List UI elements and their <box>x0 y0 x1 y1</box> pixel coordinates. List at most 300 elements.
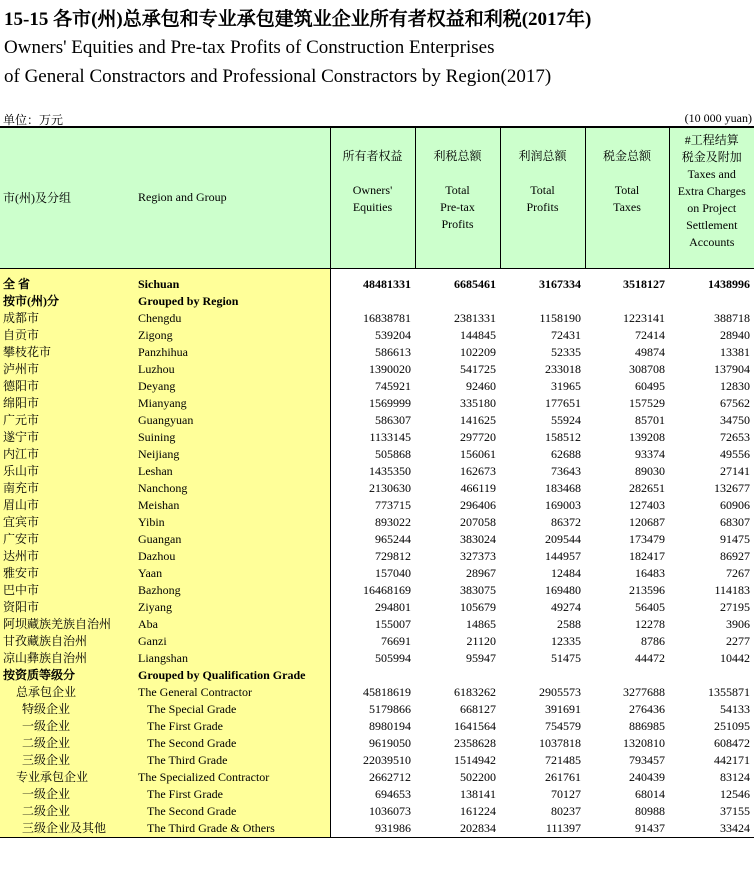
value-cell: 202834 <box>415 820 500 838</box>
value-cell: 1037818 <box>539 736 581 750</box>
header-en-line: Taxes and <box>687 167 736 181</box>
table-row <box>0 344 754 361</box>
table-row <box>0 565 754 582</box>
value-cell: 2662712 <box>369 770 411 784</box>
row-label-chinese: 南充市 <box>0 480 132 497</box>
value-cell: 240439 <box>629 770 665 784</box>
value-cell: 22039510 <box>363 753 411 767</box>
row-label-english: Grouped by Qualification Grade <box>132 667 330 684</box>
value-cell: 276436 <box>629 702 665 716</box>
value-cell: 1641564 <box>454 719 496 733</box>
value-cell: 51475 <box>551 651 581 665</box>
value-cell: 141625 <box>460 413 496 427</box>
header-en-line: Accounts <box>689 235 735 249</box>
value-cell: 70127 <box>551 787 581 801</box>
table-row <box>0 276 754 293</box>
table-row <box>0 650 754 667</box>
value-cell: 6685461 <box>454 277 496 291</box>
value-cell: 34750 <box>720 413 750 427</box>
value-cell: 308708 <box>629 362 665 376</box>
value-cell: 55924 <box>551 413 581 427</box>
spacer-cell <box>330 268 415 276</box>
row-label-chinese: 按资质等级分 <box>0 667 132 684</box>
value-cell: 442171 <box>714 753 750 767</box>
statistics-table <box>0 126 754 838</box>
row-label-chinese: 专业承包企业 <box>0 769 132 786</box>
row-label-chinese: 甘孜藏族自治州 <box>0 633 132 650</box>
row-label-chinese: 雅安市 <box>0 565 132 582</box>
row-label-chinese: 广元市 <box>0 412 132 429</box>
header-cn: 利润总额 <box>518 149 567 163</box>
value-cell: 52335 <box>551 345 581 359</box>
value-cell: 182417 <box>629 549 665 563</box>
value-cell: 60495 <box>635 379 665 393</box>
value-cell: 297720 <box>460 430 496 444</box>
value-cell: 391691 <box>545 702 581 716</box>
row-label-chinese: 一级企业 <box>0 786 132 803</box>
value-cell: 120687 <box>629 515 665 529</box>
value-cell: 3167334 <box>539 277 581 291</box>
value-cell: 729812 <box>375 549 411 563</box>
value-cell: 2130630 <box>369 481 411 495</box>
value-cell: 137904 <box>714 362 750 376</box>
row-label-chinese: 自贡市 <box>0 327 132 344</box>
value-cell: 1569999 <box>369 396 411 410</box>
header-en-line: Settlement <box>686 218 738 232</box>
table-row <box>0 412 754 429</box>
value-cell: 13381 <box>720 345 750 359</box>
value-cell: 132677 <box>714 481 750 495</box>
table-row <box>0 497 754 514</box>
value-cell: 931986 <box>330 820 415 838</box>
row-label-chinese: 全 省 <box>0 276 132 293</box>
value-cell: 502200 <box>460 770 496 784</box>
value-cell: 86927 <box>720 549 750 563</box>
value-cell: 91475 <box>720 532 750 546</box>
value-cell: 157040 <box>375 566 411 580</box>
value-cell: 27195 <box>720 600 750 614</box>
row-label-chinese: 二级企业 <box>0 735 132 752</box>
table-row <box>0 684 754 701</box>
row-label-chinese: 一级企业 <box>0 718 132 735</box>
title-english-line1: Owners' Equities and Pre-tax Profits of Construction Enterprises <box>4 37 495 58</box>
table-row <box>0 752 754 769</box>
table-row <box>0 446 754 463</box>
value-cell: 73643 <box>551 464 581 478</box>
value-cell: 16468169 <box>363 583 411 597</box>
spacer-cell <box>415 268 500 276</box>
value-cell: 56405 <box>635 600 665 614</box>
row-label-chinese: 三级企业 <box>0 752 132 769</box>
header-total-pretax-profits <box>415 127 500 268</box>
value-cell: 76691 <box>381 634 411 648</box>
value-cell <box>415 667 500 684</box>
value-cell: 156061 <box>460 447 496 461</box>
value-cell <box>415 293 500 310</box>
value-cell: 773715 <box>375 498 411 512</box>
header-total-taxes <box>585 127 669 268</box>
row-label-english: Ziyang <box>132 599 330 616</box>
spacer-cell <box>500 268 585 276</box>
table-row <box>0 395 754 412</box>
table-row <box>0 463 754 480</box>
header-cn-line: 税金及附加 <box>681 150 742 164</box>
value-cell: 33424 <box>669 820 754 838</box>
value-cell: 27141 <box>720 464 750 478</box>
row-label-chinese: 绵阳市 <box>0 395 132 412</box>
value-cell: 886985 <box>629 719 665 733</box>
row-label-english: Deyang <box>132 378 330 395</box>
value-cell: 1223141 <box>623 311 665 325</box>
value-cell: 102209 <box>460 345 496 359</box>
header-cn: 利税总额 <box>433 149 482 163</box>
row-label-english: Grouped by Region <box>132 293 330 310</box>
row-label-chinese: 按市(州)分 <box>0 293 132 310</box>
value-cell: 505994 <box>375 651 411 665</box>
value-cell: 261761 <box>545 770 581 784</box>
table-row <box>0 803 754 820</box>
value-cell: 54133 <box>720 702 750 716</box>
value-cell: 213596 <box>629 583 665 597</box>
header-en-line: Equities <box>352 200 393 214</box>
header-cn: 税金总额 <box>602 149 651 163</box>
row-label-english: Guangan <box>132 531 330 548</box>
value-cell: 3277688 <box>623 685 665 699</box>
value-cell: 1036073 <box>369 804 411 818</box>
header-cn <box>670 128 755 166</box>
value-cell <box>585 667 669 684</box>
row-label-chinese: 巴中市 <box>0 582 132 599</box>
row-label-english: Leshan <box>132 463 330 480</box>
row-label-english: The Specialized Contractor <box>132 769 330 786</box>
value-cell: 68307 <box>720 515 750 529</box>
value-cell: 1320810 <box>623 736 665 750</box>
row-label-english: Chengdu <box>132 310 330 327</box>
value-cell: 173479 <box>629 532 665 546</box>
header-owners-equities <box>330 127 415 268</box>
value-cell: 157529 <box>629 396 665 410</box>
value-cell: 37155 <box>720 804 750 818</box>
row-label-chinese: 凉山彝族自治州 <box>0 650 132 667</box>
value-cell: 114183 <box>714 583 750 597</box>
header-label-chinese: 市(州)及分组 <box>0 127 132 268</box>
value-cell: 67562 <box>720 396 750 410</box>
value-cell: 8980194 <box>369 719 411 733</box>
value-cell: 28967 <box>466 566 496 580</box>
value-cell: 169480 <box>545 583 581 597</box>
value-cell: 169003 <box>545 498 581 512</box>
value-cell: 207058 <box>460 515 496 529</box>
header-en-line: Extra Charges <box>677 184 746 198</box>
value-cell: 161224 <box>460 804 496 818</box>
value-cell: 138141 <box>460 787 496 801</box>
row-label-chinese: 成都市 <box>0 310 132 327</box>
value-cell: 80237 <box>551 804 581 818</box>
header-en-line: Total <box>530 183 555 197</box>
row-label-english: Ganzi <box>132 633 330 650</box>
value-cell: 294801 <box>375 600 411 614</box>
value-cell: 1355871 <box>708 685 750 699</box>
table-row <box>0 310 754 327</box>
value-cell: 158512 <box>545 430 581 444</box>
value-cell: 12546 <box>720 787 750 801</box>
row-label-chinese: 泸州市 <box>0 361 132 378</box>
value-cell: 16838781 <box>363 311 411 325</box>
value-cell: 12278 <box>635 617 665 631</box>
value-cell: 95947 <box>466 651 496 665</box>
value-cell: 60906 <box>720 498 750 512</box>
value-cell: 586307 <box>375 413 411 427</box>
table-row <box>0 820 754 838</box>
table-row <box>0 548 754 565</box>
unit-label-chinese: 单位：万元 <box>3 113 64 127</box>
header-en-line: Profits <box>526 200 559 214</box>
value-cell: 139208 <box>629 430 665 444</box>
header-en <box>331 182 415 216</box>
header-en-line: on Project <box>687 201 737 215</box>
value-cell: 92460 <box>466 379 496 393</box>
table-row <box>0 293 754 310</box>
value-cell: 2277 <box>726 634 750 648</box>
value-cell: 1133145 <box>369 430 411 444</box>
value-cell: 282651 <box>629 481 665 495</box>
value-cell <box>669 293 754 310</box>
value-cell: 327373 <box>460 549 496 563</box>
row-label-english: Liangshan <box>132 650 330 667</box>
row-label-english: Luzhou <box>132 361 330 378</box>
value-cell: 383075 <box>460 583 496 597</box>
value-cell: 6183262 <box>454 685 496 699</box>
value-cell: 48481331 <box>363 277 411 291</box>
value-cell <box>500 667 585 684</box>
value-cell: 1390020 <box>369 362 411 376</box>
value-cell: 72414 <box>635 328 665 342</box>
table-body <box>0 268 754 838</box>
value-cell: 83124 <box>720 770 750 784</box>
value-cell: 1158190 <box>539 311 581 325</box>
table-row <box>0 599 754 616</box>
value-cell: 668127 <box>460 702 496 716</box>
value-cell: 49274 <box>551 600 581 614</box>
value-cell: 754579 <box>545 719 581 733</box>
value-cell: 31965 <box>551 379 581 393</box>
row-label-english: Nanchong <box>132 480 330 497</box>
header-project-settlement-taxes <box>669 127 754 268</box>
table-row <box>0 378 754 395</box>
value-cell: 721485 <box>545 753 581 767</box>
value-cell: 388718 <box>714 311 750 325</box>
header-label-english: Region and Group <box>132 127 330 268</box>
value-cell: 209544 <box>545 532 581 546</box>
table-row <box>0 480 754 497</box>
value-cell: 2588 <box>557 617 581 631</box>
spacer-cell <box>669 268 754 276</box>
value-cell <box>330 667 415 684</box>
table-row <box>0 582 754 599</box>
value-cell: 162673 <box>460 464 496 478</box>
value-cell: 793457 <box>629 753 665 767</box>
value-cell: 893022 <box>375 515 411 529</box>
header-cn: 所有者权益 <box>342 149 403 163</box>
table-row <box>0 718 754 735</box>
value-cell: 62688 <box>551 447 581 461</box>
row-label-chinese: 广安市 <box>0 531 132 548</box>
spacer-cell <box>132 268 330 276</box>
value-cell <box>585 293 669 310</box>
value-cell: 93374 <box>635 447 665 461</box>
row-label-chinese: 三级企业及其他 <box>0 820 132 838</box>
row-label-english: Mianyang <box>132 395 330 412</box>
table-row <box>0 361 754 378</box>
value-cell: 49874 <box>635 345 665 359</box>
value-cell <box>669 667 754 684</box>
value-cell: 177651 <box>545 396 581 410</box>
row-label-chinese: 内江市 <box>0 446 132 463</box>
value-cell: 80988 <box>635 804 665 818</box>
row-label-chinese: 眉山市 <box>0 497 132 514</box>
row-label-english: The Third Grade & Others <box>132 820 330 838</box>
row-label-chinese: 宜宾市 <box>0 514 132 531</box>
header-en-line: Total <box>445 183 470 197</box>
header-en <box>416 182 500 233</box>
row-label-english: The Second Grade <box>132 735 330 752</box>
value-cell: 68014 <box>635 787 665 801</box>
table-row <box>0 616 754 633</box>
value-cell: 72653 <box>720 430 750 444</box>
header-row <box>0 127 754 268</box>
value-cell: 14865 <box>466 617 496 631</box>
row-label-english: The Special Grade <box>132 701 330 718</box>
header-total-profits <box>500 127 585 268</box>
row-label-chinese: 德阳市 <box>0 378 132 395</box>
value-cell: 335180 <box>460 396 496 410</box>
row-label-chinese: 阿坝藏族羌族自治州 <box>0 616 132 633</box>
spacer-cell <box>0 268 132 276</box>
row-label-chinese: 特级企业 <box>0 701 132 718</box>
unit-label-english: (10 000 yuan) <box>684 111 752 125</box>
row-label-chinese: 遂宁市 <box>0 429 132 446</box>
value-cell: 16483 <box>635 566 665 580</box>
value-cell: 2905573 <box>539 685 581 699</box>
value-cell: 466119 <box>460 481 496 495</box>
value-cell: 12484 <box>551 566 581 580</box>
row-label-english: The First Grade <box>132 786 330 803</box>
value-cell: 2358628 <box>454 736 496 750</box>
table-row <box>0 327 754 344</box>
value-cell: 505868 <box>375 447 411 461</box>
header-cn-line: #工程结算 <box>684 133 739 147</box>
table-row <box>0 667 754 684</box>
row-label-chinese: 二级企业 <box>0 803 132 820</box>
row-label-english: Neijiang <box>132 446 330 463</box>
table-row <box>0 701 754 718</box>
row-label-english: Yaan <box>132 565 330 582</box>
row-label-english: The First Grade <box>132 718 330 735</box>
value-cell: 85701 <box>635 413 665 427</box>
value-cell: 21120 <box>466 634 496 648</box>
value-cell: 2381331 <box>454 311 496 325</box>
row-label-english: Yibin <box>132 514 330 531</box>
table-row <box>0 735 754 752</box>
value-cell: 965244 <box>375 532 411 546</box>
spacer-row <box>0 268 754 276</box>
value-cell: 1438996 <box>708 277 750 291</box>
value-cell: 539204 <box>375 328 411 342</box>
value-cell: 144845 <box>460 328 496 342</box>
value-cell: 251095 <box>714 719 750 733</box>
table-row <box>0 769 754 786</box>
value-cell: 72431 <box>551 328 581 342</box>
value-cell: 44472 <box>635 651 665 665</box>
table-row <box>0 531 754 548</box>
header-en <box>586 182 669 216</box>
row-label-english: Dazhou <box>132 548 330 565</box>
row-label-english: Zigong <box>132 327 330 344</box>
value-cell: 1514942 <box>454 753 496 767</box>
row-label-english: Guangyuan <box>132 412 330 429</box>
value-cell: 127403 <box>629 498 665 512</box>
value-cell: 3906 <box>726 617 750 631</box>
value-cell: 233018 <box>545 362 581 376</box>
title-chinese: 15-15 各市(州)总承包和专业承包建筑业企业所有者权益和利税(2017年) <box>4 9 592 30</box>
value-cell: 383024 <box>460 532 496 546</box>
value-cell: 3518127 <box>623 277 665 291</box>
row-label-chinese: 资阳市 <box>0 599 132 616</box>
value-cell: 541725 <box>460 362 496 376</box>
table-row <box>0 786 754 803</box>
value-cell: 12830 <box>720 379 750 393</box>
value-cell: 91437 <box>585 820 669 838</box>
value-cell: 89030 <box>635 464 665 478</box>
value-cell: 86372 <box>551 515 581 529</box>
value-cell: 745921 <box>375 379 411 393</box>
value-cell: 183468 <box>545 481 581 495</box>
table-row <box>0 514 754 531</box>
value-cell: 49556 <box>720 447 750 461</box>
table-header <box>0 127 754 268</box>
row-label-english: Suining <box>132 429 330 446</box>
value-cell: 9619050 <box>369 736 411 750</box>
value-cell: 608472 <box>714 736 750 750</box>
value-cell: 7267 <box>726 566 750 580</box>
header-en-line: Pre-tax <box>440 200 475 214</box>
value-cell: 111397 <box>500 820 585 838</box>
row-label-english: Meishan <box>132 497 330 514</box>
row-label-english: Sichuan <box>132 276 330 293</box>
value-cell: 105679 <box>460 600 496 614</box>
value-cell: 586613 <box>375 345 411 359</box>
header-en-line: Profits <box>441 217 474 231</box>
row-label-english: The Second Grade <box>132 803 330 820</box>
title-english-line2: of General Constractors and Professional Constractors by Region(2017) <box>4 66 552 87</box>
value-cell: 1435350 <box>369 464 411 478</box>
table-row <box>0 429 754 446</box>
value-cell: 155007 <box>375 617 411 631</box>
row-label-chinese: 达州市 <box>0 548 132 565</box>
value-cell: 296406 <box>460 498 496 512</box>
header-en-line: Taxes <box>613 200 641 214</box>
row-label-chinese: 总承包企业 <box>0 684 132 701</box>
spacer-cell <box>585 268 669 276</box>
row-label-chinese: 攀枝花市 <box>0 344 132 361</box>
value-cell: 8786 <box>641 634 665 648</box>
value-cell: 45818619 <box>363 685 411 699</box>
value-cell: 5179866 <box>369 702 411 716</box>
row-label-english: The General Contractor <box>132 684 330 701</box>
row-label-chinese: 乐山市 <box>0 463 132 480</box>
value-cell: 28940 <box>720 328 750 342</box>
value-cell: 12335 <box>551 634 581 648</box>
